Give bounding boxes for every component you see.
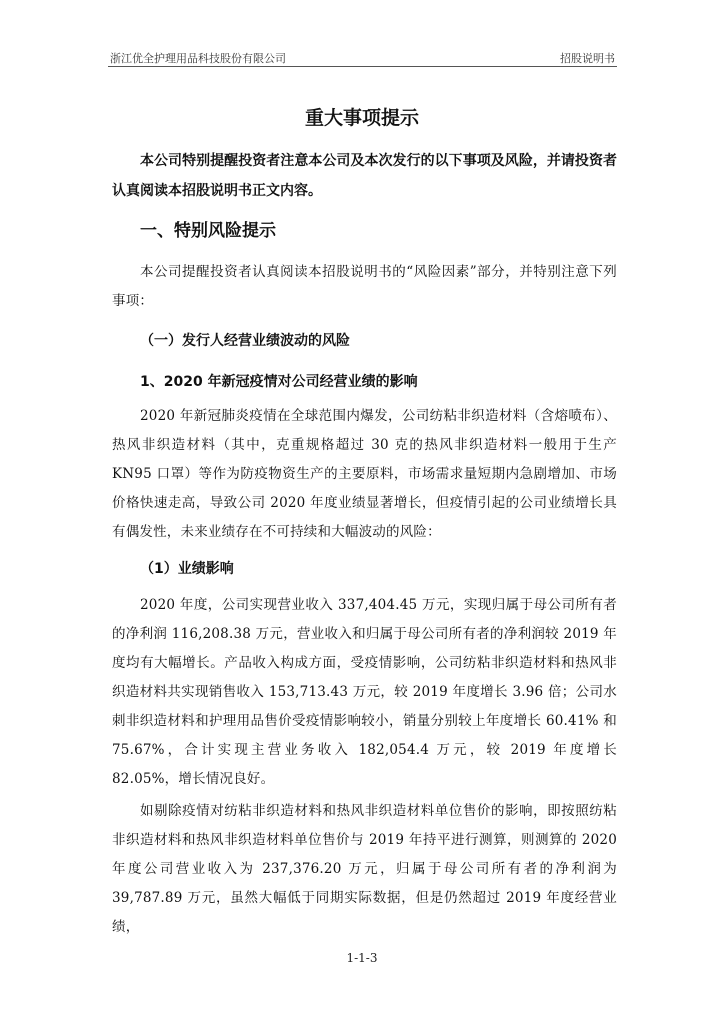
header-company-name: 浙江优全护理用品科技股份有限公司 <box>110 52 286 65</box>
header-divider <box>108 66 617 67</box>
header-document-type: 招股说明书 <box>560 52 615 65</box>
page-header <box>108 47 617 65</box>
item-heading-covid-impact: 1、2020 年新冠疫情对公司经营业绩的影响 <box>140 374 418 390</box>
subsection-heading-performance-risk: （一）发行人经营业绩波动的风险 <box>140 333 350 349</box>
performance-impact-paragraph-2: 如剔除疫情对纺粘非织造材料和热风非织造材料单位售价的影响，即按照纺粘非织造材料和热风非织造材料单位售价与 2019 年持平进行测算，则测算的 2020 年度公司营业收入为 237,376.20 万元，归属于母公司所有者的净利润为 39,787.89 万元，虽然大幅低于同期实际数据，但是仍然超过 2019 年度经营业绩， <box>112 803 617 935</box>
covid-impact-paragraph: 2020 年新冠肺炎疫情在全球范围内爆发，公司纺粘非织造材料（含熔喷布）、热风非织造材料（其中，克重规格超过 30 克的热风非织造材料一般用于生产 KN95 口罩）等作为防疫物资生产的主要原料，市场需求量短期内急剧增加、市场价格快速走高，导致公司 2020 年度业绩显著增长，但疫情引起的公司业绩增长具有偶发性，未来业绩存在不可持续和大幅波动的风险： <box>112 408 617 540</box>
point-heading-performance-impact: （1）业绩影响 <box>140 561 234 577</box>
page-number: 1-1-3 <box>346 951 378 965</box>
intro-paragraph: 本公司特别提醒投资者注意本公司及本次发行的以下事项及风险，并请投资者认真阅读本招股说明书正文内容。 <box>112 153 617 199</box>
section-heading-special-risk: 一、特别风险提示 <box>140 221 276 241</box>
performance-impact-paragraph-1: 2020 年度，公司实现营业收入 337,404.45 万元，实现归属于母公司所有者的净利润 116,208.38 万元，营业收入和归属于母公司所有者的净利润较 2019 年度均有大幅增长。产品收入构成方面，受疫情影响，公司纺粘非织造材料和热风非织造材料共实现销售收入 153,713.43 万元，较 2019 年度增长 3.96 倍；公司水刺非织造材料和护理用品售价受疫情影响较小，销量分别较上年度增长 60.41% 和 75.67%，合计实现主营业务收入 182,054.4 万元，较 2019 年度增长 82.05%，增长情况良好。 <box>112 597 617 787</box>
section-intro-paragraph: 本公司提醒投资者认真阅读本招股说明书的“风险因素”部分，并特别注意下列事项： <box>112 264 617 309</box>
page-title: 重大事项提示 <box>304 107 419 129</box>
